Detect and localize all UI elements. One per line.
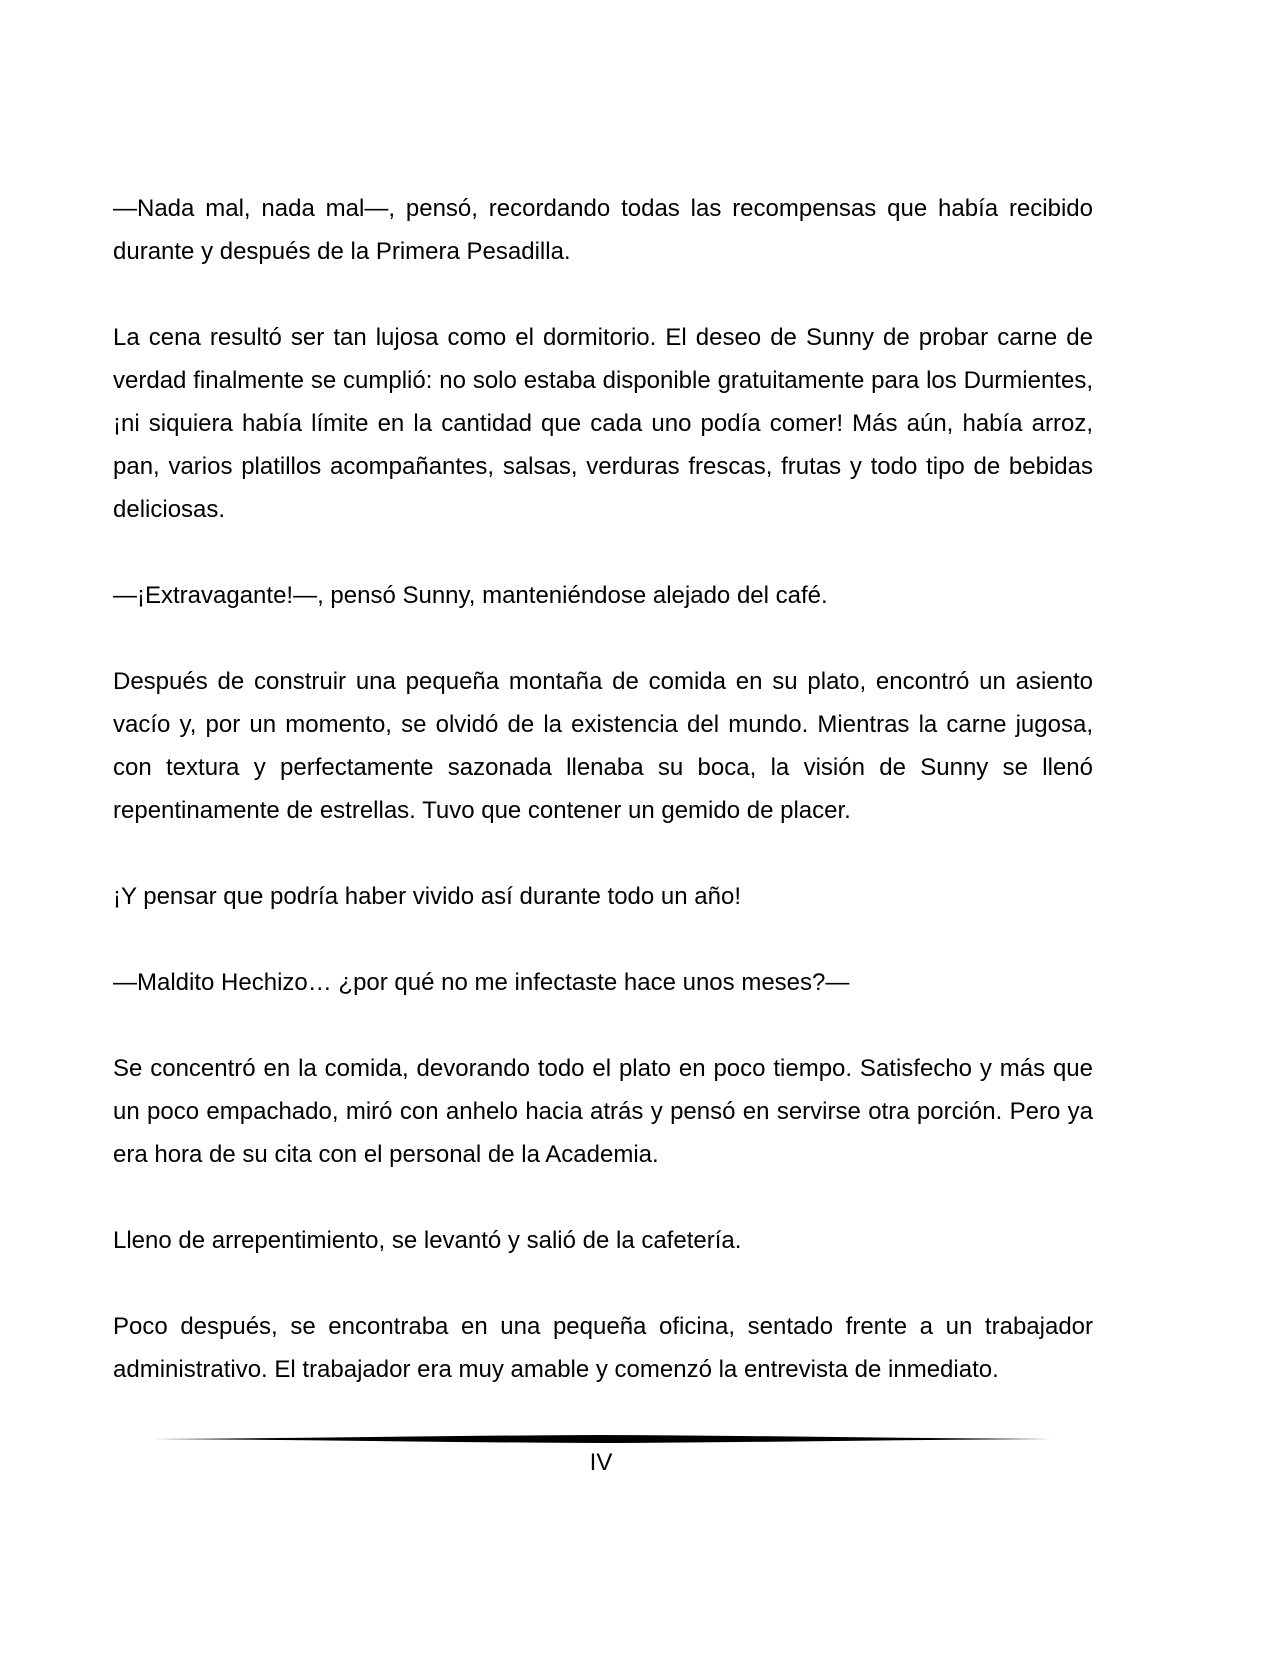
paragraph-4: Después de construir una pequeña montaña de comida en su plato, encontró un asiento vacío y, por un momento, se olvidó de la existencia del mundo. Mientras la carne jugosa, con textura y perfectamente sazonada llenaba su boca, la visión de Sunny se llenó repentinamente de estrellas. Tuvo que contener un gemido de placer.: [113, 668, 1093, 824]
paragraph-8: Lleno de arrepentimiento, se levantó y salió de la cafetería.: [113, 1227, 742, 1254]
paragraph-1: —Nada mal, nada mal—, pensó, recordando todas las recompensas que había recibido durante y después de la Primera Pesadilla.: [113, 195, 1093, 265]
paragraph-6: —Maldito Hechizo… ¿por qué no me infectaste hace unos meses?—: [113, 969, 850, 996]
paragraph-2: La cena resultó ser tan lujosa como el dormitorio. El deseo de Sunny de probar carne de verdad finalmente se cumplió: no solo estaba disponible gratuitamente para los Durmientes, ¡ni siquiera había límite en la cantidad que cada uno podía comer! Más aún, había arroz, pan, varios platillos acompañantes, salsas, verduras frescas, frutas y todo tipo de bebidas deliciosas.: [113, 324, 1093, 523]
paragraph-7: Se concentró en la comida, devorando todo el plato en poco tiempo. Satisfecho y más que un poco empachado, miró con anhelo hacia atrás y pensó en servirse otra porción. Pero ya era hora de su cita con el personal de la Academia.: [113, 1055, 1093, 1168]
paragraph-5: ¡Y pensar que podría haber vivido así durante todo un año!: [113, 883, 741, 910]
page-number: IV: [589, 1449, 613, 1476]
paragraph-9: Poco después, se encontraba en una pequeña oficina, sentado frente a un trabajador administrativo. El trabajador era muy amable y comenzó la entrevista de inmediato.: [113, 1313, 1093, 1383]
ornamental-divider: [152, 1433, 1052, 1445]
paragraph-3: —¡Extravagante!—, pensó Sunny, manteniéndose alejado del café.: [113, 582, 828, 609]
body-text: [113, 187, 1093, 1434]
